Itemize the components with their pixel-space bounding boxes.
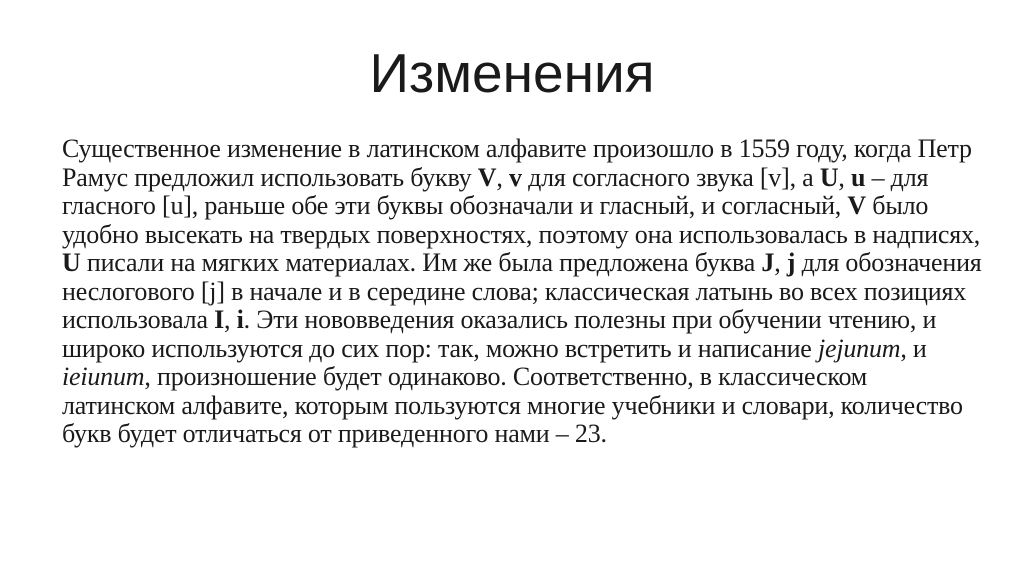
body-bold-letter: U — [819, 162, 839, 192]
body-bold-letter: i — [236, 305, 244, 334]
body-text: для согласного звука [v], а — [521, 162, 820, 192]
body-text: , произношение будет одинаково. Соответственно, в классическом латинском алфавите, которым пользуются многие учебники и словари, количество букв будет отличаться от приведенного нами – 23. — [62, 362, 970, 448]
body-bold-letter: U — [62, 248, 81, 277]
body-text: , — [838, 162, 851, 192]
body-bold-letter: u — [851, 162, 866, 192]
body-bold-letter: V — [847, 191, 866, 220]
body-text: писали на мягких материалах. Им же была предложена буква — [80, 248, 762, 277]
body-text: , и — [900, 333, 940, 363]
body-text: . Эти нововведения оказались полезны при обучении чтению, и широко используются до сих пор: так, можно встретить и написание — [62, 305, 943, 363]
body-italic-word: ieiunum — [62, 362, 145, 391]
body-bold-letter: V — [477, 162, 497, 192]
body-bold-letter: v — [508, 162, 522, 192]
body-bold-letter: j — [786, 248, 796, 277]
body-text: для обозначения неслогового [j] в начале и в середине слова; классическая латынь во всех позициях использовала — [62, 248, 988, 334]
body-text: , — [774, 248, 787, 277]
body-text: – для гласного [u], раньше обе эти буквы обозначали и гласный, и согласный, — [62, 162, 935, 220]
body-bold-letter: I — [214, 305, 225, 334]
slide-title: Изменения — [369, 42, 655, 104]
body-bold-letter: J — [761, 248, 775, 277]
body-text: Существенное изменение в латинском алфавите произошло в 1559 году, когда Петр Рамус предложил использовать букву — [62, 134, 979, 192]
body-text: было удобно высекать на твердых поверхностях, поэтому она использовалась в надписях, — [62, 191, 987, 249]
body-italic-word: jejunum — [817, 333, 901, 363]
body-text: , — [224, 305, 237, 334]
slide-body-paragraph — [62, 134, 988, 449]
body-text: , — [496, 162, 509, 192]
